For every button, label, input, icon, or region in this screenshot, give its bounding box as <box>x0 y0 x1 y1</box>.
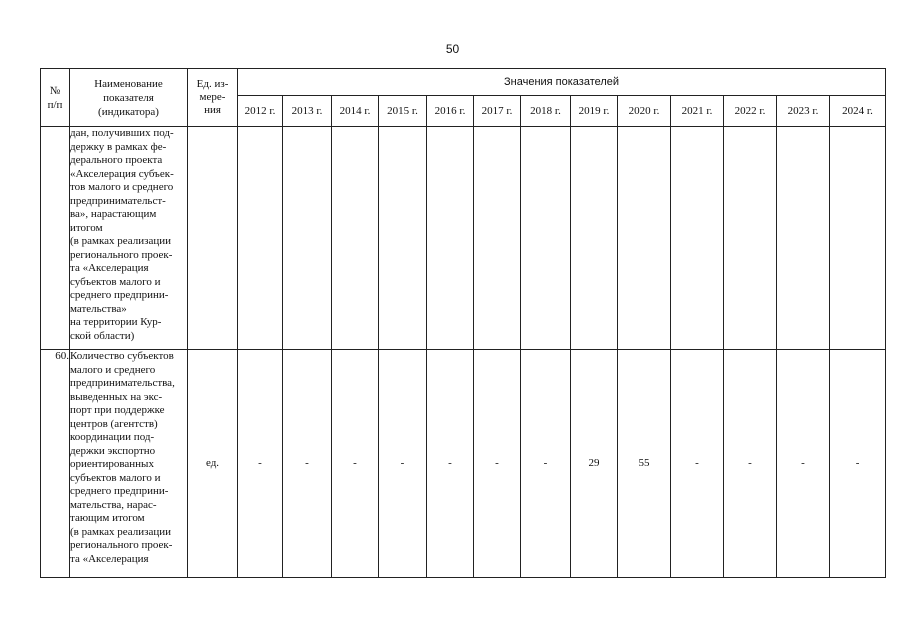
header-year: 2012 г. <box>238 96 283 127</box>
text-line: субъектов малого и <box>70 275 161 288</box>
indicator-name <box>70 350 188 578</box>
text-line: дерального проекта <box>70 154 163 166</box>
table-row <box>41 350 886 578</box>
value-cell: - <box>830 350 886 578</box>
header-year: 2023 г. <box>777 96 830 127</box>
value-cell: - <box>238 350 283 578</box>
header-year: 2014 г. <box>332 96 379 127</box>
text-line: (в рамках реализации <box>70 525 172 538</box>
text-line: тающим итогом <box>70 512 145 524</box>
value-cell <box>571 127 618 350</box>
text-line: дан, получивших под- <box>70 127 174 139</box>
value-cell: - <box>332 350 379 578</box>
text-line: регионального проек- <box>70 248 173 261</box>
text-line: № <box>49 84 61 97</box>
value-cell <box>474 127 521 350</box>
value-cell <box>521 127 571 350</box>
text-line: Наименование <box>94 77 163 90</box>
text-line: среднего предприни- <box>70 485 169 497</box>
value-cell <box>671 127 724 350</box>
header-year: 2015 г. <box>379 96 427 127</box>
value-cell <box>830 127 886 350</box>
text-line: ния <box>204 104 221 116</box>
value-cell: 55 <box>618 350 671 578</box>
value-cell <box>283 127 332 350</box>
text-line: регионального проек- <box>70 539 173 551</box>
text-line: порт при поддержке <box>70 404 165 416</box>
text-line: ской области) <box>70 329 135 342</box>
text-line: центров (агентств) <box>70 417 158 430</box>
value-cell: 29 <box>571 350 618 578</box>
value-cell <box>777 127 830 350</box>
header-year: 2019 г. <box>571 96 618 127</box>
header-number <box>41 69 70 127</box>
text-line: малого и среднего <box>70 363 156 376</box>
text-line: «Акселерация субъек- <box>70 167 174 180</box>
value-cell: - <box>283 350 332 578</box>
text-line: тов малого и среднего <box>70 181 174 193</box>
text-line: мательства» <box>70 302 127 315</box>
header-values-group: Значения показателей <box>238 69 886 96</box>
value-cell: - <box>777 350 830 578</box>
text-line: (в рамках реализации <box>70 235 172 247</box>
header-year: 2017 г. <box>474 96 521 127</box>
header-year: 2020 г. <box>618 96 671 127</box>
table-row <box>41 127 886 350</box>
value-cell <box>379 127 427 350</box>
table-body <box>41 127 886 578</box>
text-line: координации под- <box>70 431 155 443</box>
text-line: Ед. из- <box>196 78 229 90</box>
header-unit <box>188 69 238 127</box>
text-line: мательства, нарас- <box>70 498 157 511</box>
header-year: 2022 г. <box>724 96 777 127</box>
header-year: 2021 г. <box>671 96 724 127</box>
text-line: держку в рамках фе- <box>70 140 167 153</box>
header-year: 2013 г. <box>283 96 332 127</box>
text-line: выведенных на экс- <box>70 390 163 403</box>
unit-cell: ед. <box>188 350 238 578</box>
header-year: 2018 г. <box>521 96 571 127</box>
value-cell <box>332 127 379 350</box>
value-cell: - <box>427 350 474 578</box>
value-cell <box>618 127 671 350</box>
value-cell: - <box>521 350 571 578</box>
text-line: ориентированных <box>70 458 154 470</box>
indicator-name <box>70 127 188 350</box>
row-number <box>41 127 70 350</box>
header-year: 2016 г. <box>427 96 474 127</box>
text-line: показателя <box>103 91 154 104</box>
text-line: та «Акселерация <box>70 262 149 274</box>
text-line: держки экспортно <box>70 444 156 457</box>
text-line: та «Акселерация <box>70 552 149 565</box>
value-cell: - <box>379 350 427 578</box>
header-year: 2024 г. <box>830 96 886 127</box>
value-cell: - <box>724 350 777 578</box>
text-line: ва», нарастающим <box>70 208 157 220</box>
value-cell <box>427 127 474 350</box>
text-line: Количество субъектов <box>70 350 174 362</box>
indicators-table <box>40 68 886 578</box>
value-cell <box>238 127 283 350</box>
page-number: 50 <box>445 42 460 56</box>
text-line: (индикатора) <box>98 105 159 118</box>
text-line: предпринимательст- <box>70 194 166 207</box>
value-cell: - <box>474 350 521 578</box>
value-cell: - <box>671 350 724 578</box>
text-line: среднего предприни- <box>70 289 169 301</box>
unit-cell <box>188 127 238 350</box>
value-cell <box>724 127 777 350</box>
row-number: 60. <box>41 350 70 578</box>
text-line: итогом <box>70 221 103 234</box>
text-line: мере- <box>199 91 226 103</box>
text-line: п/п <box>47 98 63 111</box>
text-line: предпринимательства, <box>70 377 175 389</box>
header-indicator-name <box>70 69 188 127</box>
text-line: субъектов малого и <box>70 471 161 484</box>
text-line: на территории Кур- <box>70 316 162 328</box>
